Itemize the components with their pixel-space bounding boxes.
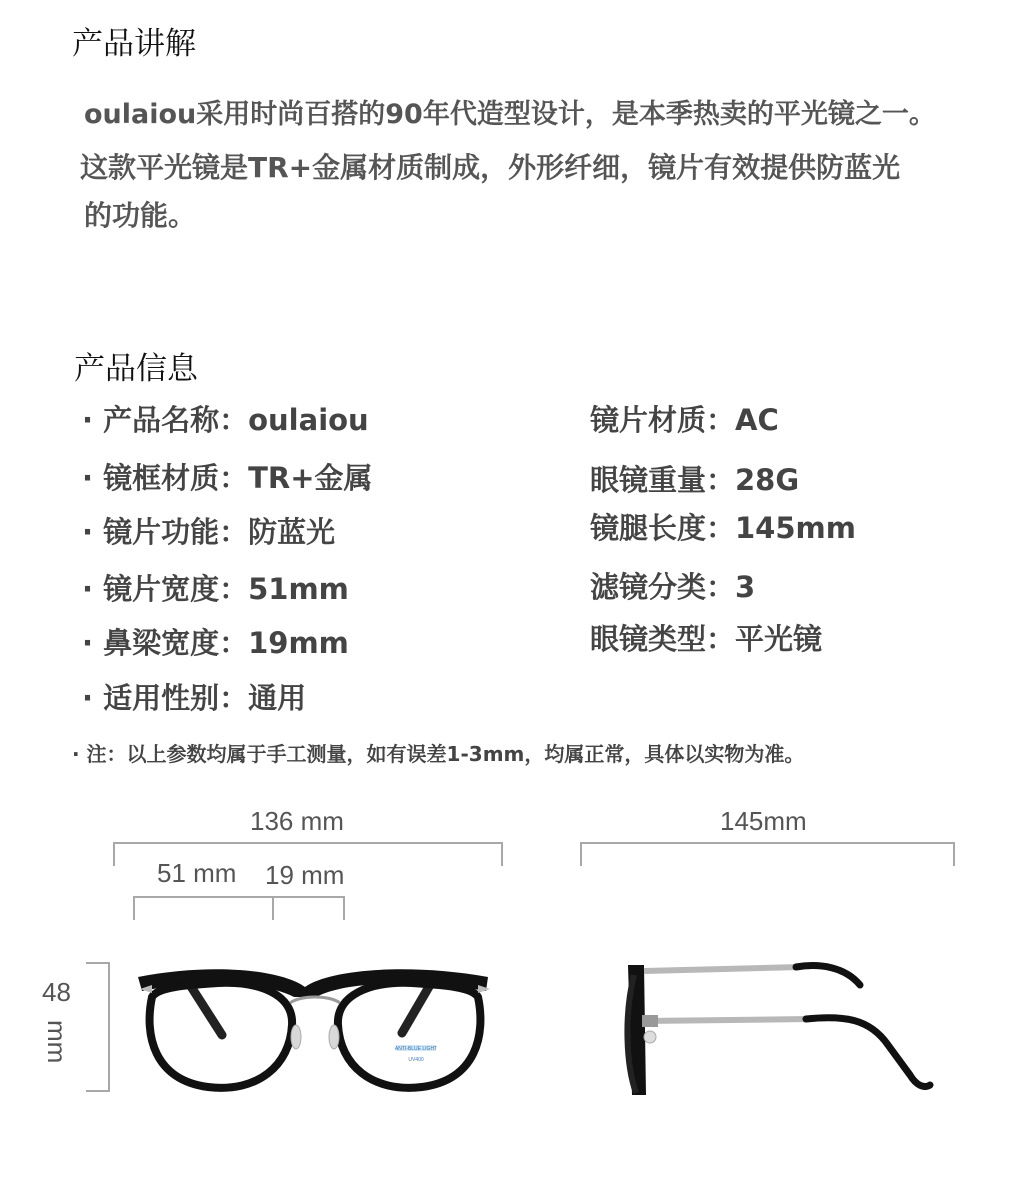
- intro-title: 产品讲解: [72, 26, 196, 62]
- spec-product-name: · 产品名称：oulaiou: [82, 403, 369, 437]
- bridge-width-label: 19 mm: [265, 860, 345, 890]
- total-width-line: [113, 842, 503, 844]
- temple-length-tick-right: [953, 842, 955, 866]
- intro-line-1: oulaiou采用时尚百搭的90年代造型设计，是本季热卖的平光镜之一。: [84, 99, 936, 130]
- glasses-side-view: [620, 955, 950, 1105]
- lens-bridge-tick: [272, 896, 274, 920]
- intro-line-2: 这款平光镜是TR+金属材质制成，外形纤细，镜片有效提供防蓝光: [80, 151, 901, 184]
- temple-length-tick-left: [580, 842, 582, 866]
- lens-height-unit: mm: [42, 1020, 72, 1064]
- lens-height-tick-bottom: [86, 1090, 110, 1092]
- spec-filter-category: 滤镜分类：3: [590, 570, 756, 604]
- spec-lens-function: · 镜片功能：防蓝光: [82, 515, 336, 549]
- lens-sticker: [395, 1045, 437, 1063]
- intro-line-3: 的功能。: [84, 199, 197, 232]
- info-title: 产品信息: [74, 351, 198, 387]
- lens-width-line: [133, 896, 345, 898]
- svg-text:ANTI-BLUE LIGHT: ANTI-BLUE LIGHT: [394, 1046, 438, 1052]
- spec-glasses-type: 眼镜类型：平光镜: [590, 622, 823, 656]
- spec-gender: · 适用性别：通用: [82, 681, 307, 715]
- bridge-width-tick-right: [343, 896, 345, 920]
- spec-frame-material: · 镜框材质：TR+金属: [82, 461, 373, 495]
- lens-width-label: 51 mm: [157, 858, 237, 888]
- spec-lens-width: · 镜片宽度：51mm: [82, 572, 349, 606]
- svg-text:UV400: UV400: [408, 1057, 424, 1063]
- spec-temple-length: 镜腿长度：145mm: [590, 511, 856, 545]
- lens-height-line: [108, 962, 110, 1092]
- temple-length-line: [580, 842, 955, 844]
- lens-height-tick-top: [86, 962, 110, 964]
- measurement-note: · 注：以上参数均属于手工测量，如有误差1-3mm，均属正常，具体以实物为准。: [72, 742, 805, 766]
- total-width-label: 136 mm: [250, 806, 344, 836]
- spec-weight: 眼镜重量：28G: [590, 463, 800, 497]
- temple-length-label: 145mm: [720, 806, 807, 836]
- total-width-tick-right: [501, 842, 503, 866]
- glasses-front-view: [130, 955, 500, 1105]
- lens-height-value: 48: [42, 977, 71, 1007]
- lens-width-tick-left: [133, 896, 135, 920]
- spec-bridge-width: · 鼻梁宽度：19mm: [82, 626, 349, 660]
- spec-lens-material: 镜片材质：AC: [590, 403, 779, 437]
- total-width-tick-left: [113, 842, 115, 866]
